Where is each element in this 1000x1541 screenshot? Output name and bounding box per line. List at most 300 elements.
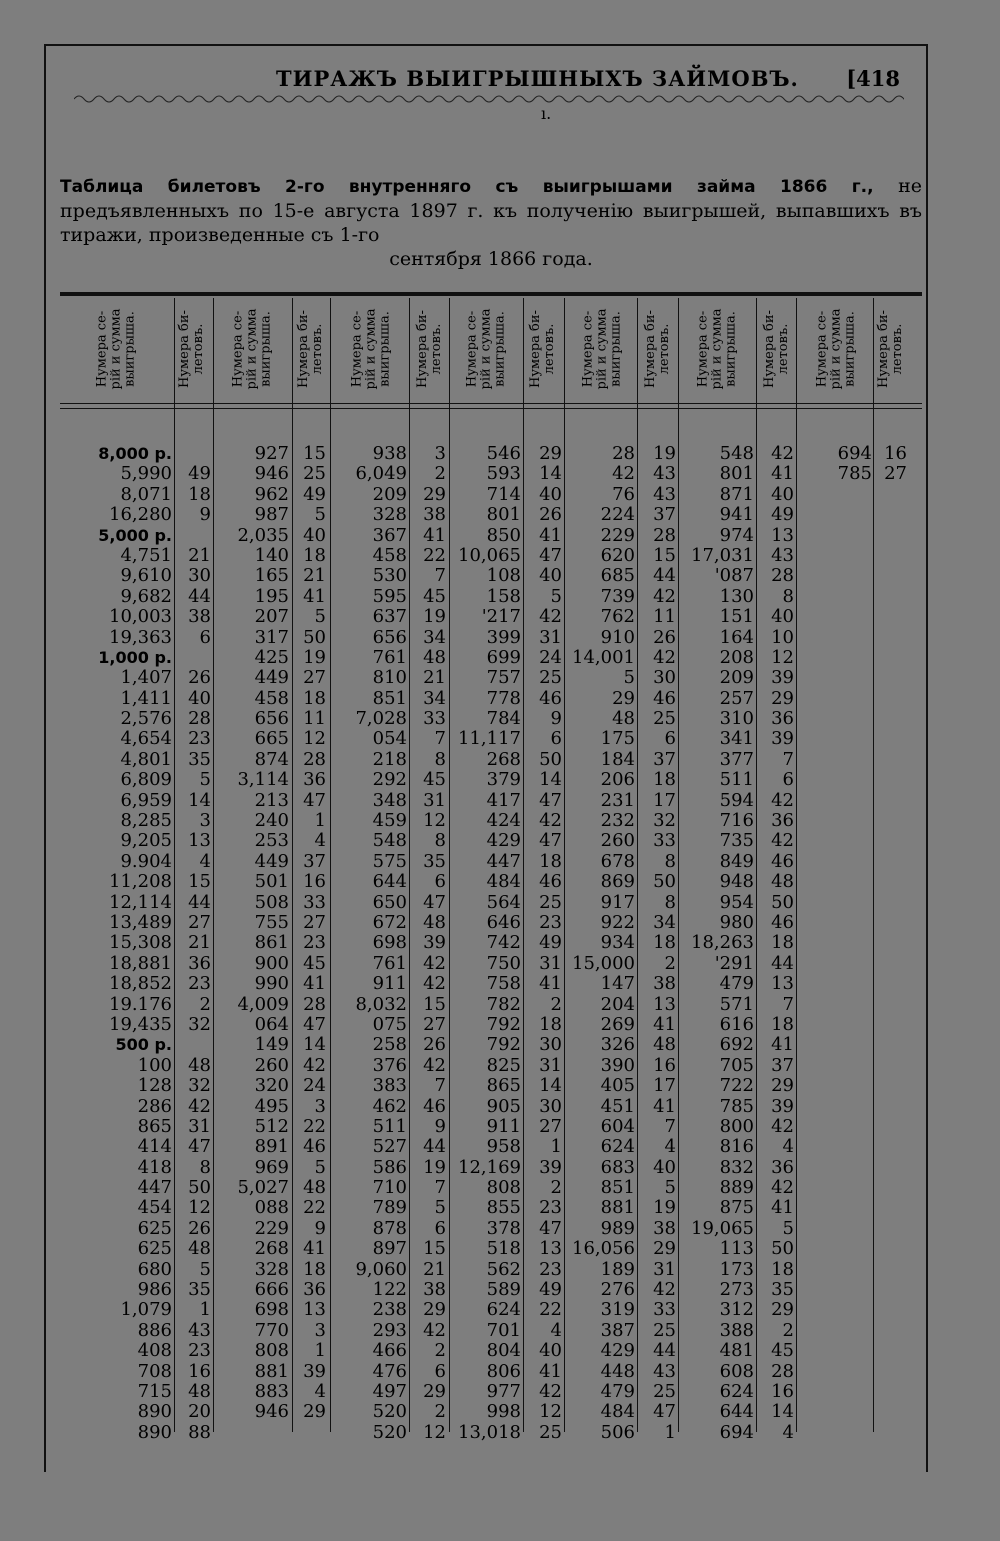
table-cell: 42: [539, 1380, 562, 1402]
table-cell: 14: [303, 1034, 326, 1056]
table-cell: 8: [199, 1156, 211, 1178]
table-cell: 42: [539, 810, 562, 832]
table-cell: 989: [600, 1217, 635, 1239]
table-cell: 3: [434, 443, 446, 464]
table-cell: 18: [771, 1013, 794, 1035]
table-cell: 672: [372, 911, 407, 933]
table-cell: 608: [719, 1360, 754, 1382]
table-cell: 11,208: [109, 871, 172, 893]
table-top-rule: [60, 292, 922, 296]
table-cell: 40: [539, 483, 562, 505]
table-cell: 458: [372, 544, 407, 566]
table-cell: 865: [137, 1115, 172, 1137]
table-cell: 7: [434, 728, 446, 750]
table-cell: 29: [771, 1299, 794, 1321]
column-header-text: Нумера би- летовъ.: [762, 310, 792, 388]
table-cell: 8: [782, 585, 794, 607]
table-cell: 5,990: [120, 463, 172, 485]
table-cell: 108: [486, 565, 521, 587]
table-cell: 21: [188, 544, 211, 566]
table-cell: 28: [612, 443, 635, 464]
table-cell: 29: [612, 687, 635, 709]
table-cell: 886: [137, 1319, 172, 1341]
column-header-text: Нумера се- рій и сумма выигрыша.: [814, 308, 858, 390]
table-cell: 22: [423, 544, 446, 566]
table-cell: 258: [372, 1034, 407, 1056]
table-cell: 905: [486, 1095, 521, 1117]
table-cell: 6: [434, 871, 446, 893]
table-cell: 1: [199, 1299, 211, 1321]
caption-bold: Таблица билетовъ 2-го внутренняго съ выигрышами займа 1866 г.,: [60, 177, 874, 197]
table-cell: 6: [199, 626, 211, 648]
table-cell: 2: [550, 1177, 562, 1199]
table-cell: 16: [771, 1380, 794, 1402]
table-cell: 16,056: [572, 1238, 635, 1260]
table-cell: 4: [664, 1136, 676, 1158]
table-cell: 14: [539, 463, 562, 485]
table-cell: 44: [188, 891, 211, 913]
table-cell: 13: [303, 1299, 326, 1321]
table-cell: 810: [372, 667, 407, 689]
table-cell: 646: [486, 911, 521, 933]
table-cell: 29: [423, 483, 446, 505]
table-cell: 21: [423, 667, 446, 689]
table-cell: 589: [486, 1279, 521, 1301]
table-cell: 987: [254, 504, 289, 526]
table-cell: 36: [771, 1156, 794, 1178]
table-cell: 26: [653, 626, 676, 648]
table-cell: 481: [719, 1340, 754, 1362]
table-cell: 14: [771, 1401, 794, 1423]
caption-line3: сентября 1866 года.: [389, 248, 593, 270]
table-cell: 825: [486, 1054, 521, 1076]
table-cell: 50: [653, 871, 676, 893]
table-cell: 698: [372, 932, 407, 954]
table-cell: 998: [486, 1401, 521, 1423]
table-cell: 28: [771, 565, 794, 587]
table-cell: 38: [423, 504, 446, 526]
table-cell: 530: [372, 565, 407, 587]
table-cell: 32: [653, 810, 676, 832]
table-cell: 18: [539, 1013, 562, 1035]
table-cell: 518: [486, 1238, 521, 1260]
table-cell: 520: [372, 1421, 407, 1443]
table-cell: 29: [771, 687, 794, 709]
table-cell: 19.176: [109, 993, 172, 1015]
table-cell: 620: [600, 544, 635, 566]
table-cell: 42: [423, 973, 446, 995]
table-cell: 348: [372, 789, 407, 811]
table-cell: 209: [372, 483, 407, 505]
table-cell: 48: [612, 708, 635, 730]
table-cell: 23: [303, 932, 326, 954]
table-cell: 869: [600, 871, 635, 893]
table-cell: 948: [719, 871, 754, 893]
table-cell: 29: [423, 1299, 446, 1321]
table-cell: 15,308: [109, 932, 172, 954]
column-header-tickets: [406, 298, 454, 400]
table-cell: 22: [539, 1299, 562, 1321]
table-cell: 4: [314, 1380, 326, 1402]
table-cell: 34: [423, 626, 446, 648]
table-cell: 520: [372, 1401, 407, 1423]
table-cell: 317: [254, 626, 289, 648]
table-cell: 128: [137, 1075, 172, 1097]
table-cell: 257: [719, 687, 754, 709]
table-cell: 45: [423, 769, 446, 791]
table-cell: 46: [539, 687, 562, 709]
table-cell: 21: [188, 932, 211, 954]
table-cell: 685: [600, 565, 635, 587]
table-cell: '087: [714, 565, 754, 587]
table-cell: 15,000: [572, 952, 635, 974]
table-cell: 25: [653, 1319, 676, 1341]
table-cell: 376: [372, 1054, 407, 1076]
column-header-series: [693, 298, 741, 400]
table-cell: 861: [254, 932, 289, 954]
table-cell: 18: [303, 687, 326, 709]
table-cell: 900: [254, 952, 289, 974]
table-cell: 16: [303, 871, 326, 893]
table-cell: 42: [539, 606, 562, 628]
table-cell: 710: [372, 1177, 407, 1199]
table-cell: 47: [539, 830, 562, 852]
table-cell: 33: [303, 891, 326, 913]
table-cell: 47: [303, 1013, 326, 1035]
table-cell: 801: [719, 463, 754, 485]
table-cell: 113: [719, 1238, 754, 1260]
table-cell: 804: [486, 1340, 521, 1362]
table-cell: 76: [612, 483, 635, 505]
table-cell: 7: [434, 565, 446, 587]
table-cell: 25: [653, 708, 676, 730]
table-cell: 43: [771, 544, 794, 566]
table-cell: 1: [314, 810, 326, 832]
table-cell: 762: [600, 606, 635, 628]
table-cell: 624: [600, 1136, 635, 1158]
table-cell: 40: [539, 1340, 562, 1362]
table-cell: 11: [303, 708, 326, 730]
table-cell: 564: [486, 891, 521, 913]
table-cell: 2: [550, 993, 562, 1015]
table-cell: 2: [434, 1401, 446, 1423]
table-cell: 5,000 р.: [98, 525, 172, 545]
table-cell: 19: [423, 606, 446, 628]
table-cell: 39: [303, 1360, 326, 1382]
table-cell: 49: [539, 1279, 562, 1301]
table-cell: 18,852: [109, 973, 172, 995]
table-cell: 30: [653, 667, 676, 689]
table-cell: 889: [719, 1177, 754, 1199]
table-cell: 511: [719, 769, 754, 791]
table-cell: 240: [254, 810, 289, 832]
table-cell: 782: [486, 993, 521, 1015]
table-cell: 31: [539, 952, 562, 974]
table-cell: '217: [481, 606, 521, 628]
table-cell: 45: [771, 1340, 794, 1362]
table-cell: 17,031: [691, 544, 754, 566]
column-divider: [678, 298, 679, 1432]
table-cell: 390: [600, 1054, 635, 1076]
table-cell: 855: [486, 1197, 521, 1219]
table-cell: 800: [719, 1115, 754, 1137]
table-cell: 41: [771, 1197, 794, 1219]
column-header-text: Нумера се- рій и сумма выигрыша.: [349, 308, 393, 390]
table-cell: 527: [372, 1136, 407, 1158]
series-column: [680, 444, 754, 1443]
table-cell: 5: [314, 504, 326, 526]
table-cell: 46: [423, 1095, 446, 1117]
table-cell: 8,000 р.: [98, 444, 172, 463]
table-cell: 9: [199, 504, 211, 526]
table-cell: 7: [434, 1177, 446, 1199]
table-cell: 17: [653, 1075, 676, 1097]
table-cell: 13: [539, 1238, 562, 1260]
table-cell: 18: [771, 1258, 794, 1280]
table-cell: 207: [254, 606, 289, 628]
table-cell: [174, 648, 211, 668]
table-cell: 377: [719, 748, 754, 770]
table-cell: 13: [653, 993, 676, 1015]
table-cell: 23: [188, 728, 211, 750]
table-cell: 946: [254, 1401, 289, 1423]
table-cell: 41: [303, 585, 326, 607]
table-cell: 4: [314, 830, 326, 852]
table-cell: 26: [539, 504, 562, 526]
table-cell: 701: [486, 1319, 521, 1341]
table-cell: 2,035: [237, 524, 289, 546]
table-cell: 891: [254, 1136, 289, 1158]
table-cell: 408: [137, 1340, 172, 1362]
table-cell: 50: [771, 891, 794, 913]
column-header-text: Нумера би- летовъ.: [415, 310, 445, 388]
table-cell: 25: [539, 891, 562, 913]
table-cell: 425: [254, 646, 289, 668]
table-cell: 30: [539, 1034, 562, 1056]
table-cell: 13,018: [458, 1421, 521, 1443]
table-cell: 35: [423, 850, 446, 872]
table-cell: 476: [372, 1360, 407, 1382]
table-cell: 130: [719, 585, 754, 607]
table-cell: 320: [254, 1075, 289, 1097]
table-cell: 229: [254, 1217, 289, 1239]
table-cell: 44: [653, 565, 676, 587]
table-cell: 16: [884, 443, 907, 464]
table-cell: 31: [653, 1258, 676, 1280]
table-cell: 18: [771, 932, 794, 954]
table-cell: 232: [600, 810, 635, 832]
table-cell: 13: [771, 973, 794, 995]
table-cell: 2: [782, 1319, 794, 1341]
table-cell: 3: [199, 810, 211, 832]
column-header-text: Нумера се- рій и сумма выигрыша.: [464, 308, 508, 390]
table-cell: 29: [303, 1401, 326, 1423]
table-cell: 716: [719, 810, 754, 832]
table-cell: 46: [539, 871, 562, 893]
table-cell: [174, 1035, 211, 1055]
table-cell: 189: [600, 1258, 635, 1280]
table-cell: 21: [423, 1258, 446, 1280]
table-cell: 42: [423, 952, 446, 974]
table-cell: 683: [600, 1156, 635, 1178]
table-cell: 158: [486, 585, 521, 607]
table-cell: 10,003: [109, 606, 172, 628]
table-cell: 784: [486, 708, 521, 730]
table-cell: 698: [254, 1299, 289, 1321]
table-cell: 33: [653, 1299, 676, 1321]
table-cell: 1,000 р.: [98, 647, 172, 667]
table-cell: 35: [771, 1279, 794, 1301]
table-cell: 224: [600, 504, 635, 526]
table-cell: 1: [664, 1421, 676, 1443]
table-cell: 6: [664, 728, 676, 750]
table-cell: 50: [188, 1177, 211, 1199]
table-cell: 19,435: [109, 1013, 172, 1035]
table-cell: 418: [137, 1156, 172, 1178]
table-cell: 32: [188, 1013, 211, 1035]
table-cell: 39: [771, 728, 794, 750]
table-cell: 656: [254, 708, 289, 730]
tickets-column: [294, 444, 326, 1423]
table-cell: 694: [837, 443, 872, 464]
table-cell: 48: [771, 871, 794, 893]
table-cell: 938: [372, 443, 407, 464]
series-column: [216, 444, 289, 1423]
table-cell: 625: [137, 1217, 172, 1239]
table-cell: 12,114: [109, 891, 172, 913]
table-cell: 175: [600, 728, 635, 750]
table-cell: 801: [486, 504, 521, 526]
table-cell: 8,071: [120, 483, 172, 505]
table-cell: 644: [372, 871, 407, 893]
table-cell: 39: [771, 1095, 794, 1117]
table-cell: 875: [719, 1197, 754, 1219]
table-cell: 511: [372, 1115, 407, 1137]
table-cell: 705: [719, 1054, 754, 1076]
table-cell: 722: [719, 1075, 754, 1097]
table-cell: 12: [539, 1401, 562, 1423]
table-cell: 34: [653, 911, 676, 933]
table-cell: 500 р.: [115, 1035, 172, 1055]
table-cell: 49: [303, 483, 326, 505]
table-cell: 253: [254, 830, 289, 852]
table-cell: 650: [372, 891, 407, 913]
table-cell: 195: [254, 585, 289, 607]
table-cell: 755: [254, 911, 289, 933]
page-number: [418: [846, 66, 900, 91]
table-cell: 4: [550, 1319, 562, 1341]
table-cell: 238: [372, 1299, 407, 1321]
table-cell: 23: [539, 1197, 562, 1219]
table-cell: 26: [423, 1034, 446, 1056]
table-cell: 512: [254, 1115, 289, 1137]
table-cell: 429: [600, 1340, 635, 1362]
table-cell: [174, 526, 211, 546]
table-cell: 5: [199, 769, 211, 791]
table-cell: 735: [719, 830, 754, 852]
table-cell: 31: [539, 1054, 562, 1076]
table-cell: 064: [254, 1013, 289, 1035]
table-cell: 260: [254, 1054, 289, 1076]
table-cell: 22: [303, 1197, 326, 1219]
column-header-series: [578, 298, 626, 400]
table-cell: 7: [664, 1115, 676, 1137]
table-cell: 865: [486, 1075, 521, 1097]
table-cell: 27: [884, 463, 907, 485]
table-cell: 12: [771, 646, 794, 668]
column-divider: [330, 298, 331, 1432]
table-cell: 18: [188, 483, 211, 505]
column-header-series: [228, 298, 276, 400]
table-cell: 593: [486, 463, 521, 485]
table-cell: 484: [600, 1401, 635, 1423]
table-cell: 45: [423, 585, 446, 607]
table-cell: 054: [372, 728, 407, 750]
column-header-tickets: [287, 298, 335, 400]
table-cell: 666: [254, 1279, 289, 1301]
table-cell: 39: [539, 1156, 562, 1178]
table-cell: 897: [372, 1238, 407, 1260]
table-cell: 41: [303, 973, 326, 995]
table-cell: 10,065: [458, 544, 521, 566]
table-cell: 16: [653, 1054, 676, 1076]
table-cell: 47: [188, 1136, 211, 1158]
table-cell: 173: [719, 1258, 754, 1280]
column-header-text: Нумера се- рій и сумма выигрыша.: [230, 308, 274, 390]
table-cell: 1,407: [120, 667, 172, 689]
table-cell: 48: [653, 1034, 676, 1056]
table-cell: 624: [486, 1299, 521, 1321]
table-cell: 424: [486, 810, 521, 832]
running-title: ТИРАЖЪ ВЫИГРЫШНЫХЪ ЗАЙМОВЪ.: [276, 66, 799, 91]
table-cell: 27: [303, 911, 326, 933]
table-cell: 479: [600, 1380, 635, 1402]
table-cell: 2: [434, 1340, 446, 1362]
table-cell: 624: [719, 1380, 754, 1402]
table-cell: 506: [600, 1421, 635, 1443]
table-cell: 770: [254, 1319, 289, 1341]
table-cell: 27: [423, 1013, 446, 1035]
table-cell: 22: [303, 1115, 326, 1137]
table-cell: 42: [653, 1279, 676, 1301]
table-cell: 47: [303, 789, 326, 811]
column-header-text: Нумера би- летовъ.: [296, 310, 326, 388]
table-cell: 19: [653, 1197, 676, 1219]
table-cell: 36: [771, 708, 794, 730]
page-frame: [44, 44, 928, 1472]
table-cell: 38: [423, 1279, 446, 1301]
table-cell: 548: [372, 830, 407, 852]
table-cell: 739: [600, 585, 635, 607]
table-cell: 36: [771, 810, 794, 832]
table-cell: 742: [486, 932, 521, 954]
table-cell: 792: [486, 1034, 521, 1056]
table-cell: 986: [137, 1279, 172, 1301]
table-cell: 4: [199, 850, 211, 872]
table-cell: 36: [188, 952, 211, 974]
table-cell: 447: [137, 1177, 172, 1199]
table-cell: 911: [372, 973, 407, 995]
table-cell: 20: [188, 1401, 211, 1423]
table-cell: 12: [303, 728, 326, 750]
column-header-tickets: [753, 298, 801, 400]
table-cell: 44: [771, 952, 794, 974]
series-column: [60, 444, 172, 1443]
table-cell: 18,881: [109, 952, 172, 974]
table-cell: 075: [372, 1013, 407, 1035]
table-cell: 292: [372, 769, 407, 791]
table-cell: 44: [653, 1340, 676, 1362]
